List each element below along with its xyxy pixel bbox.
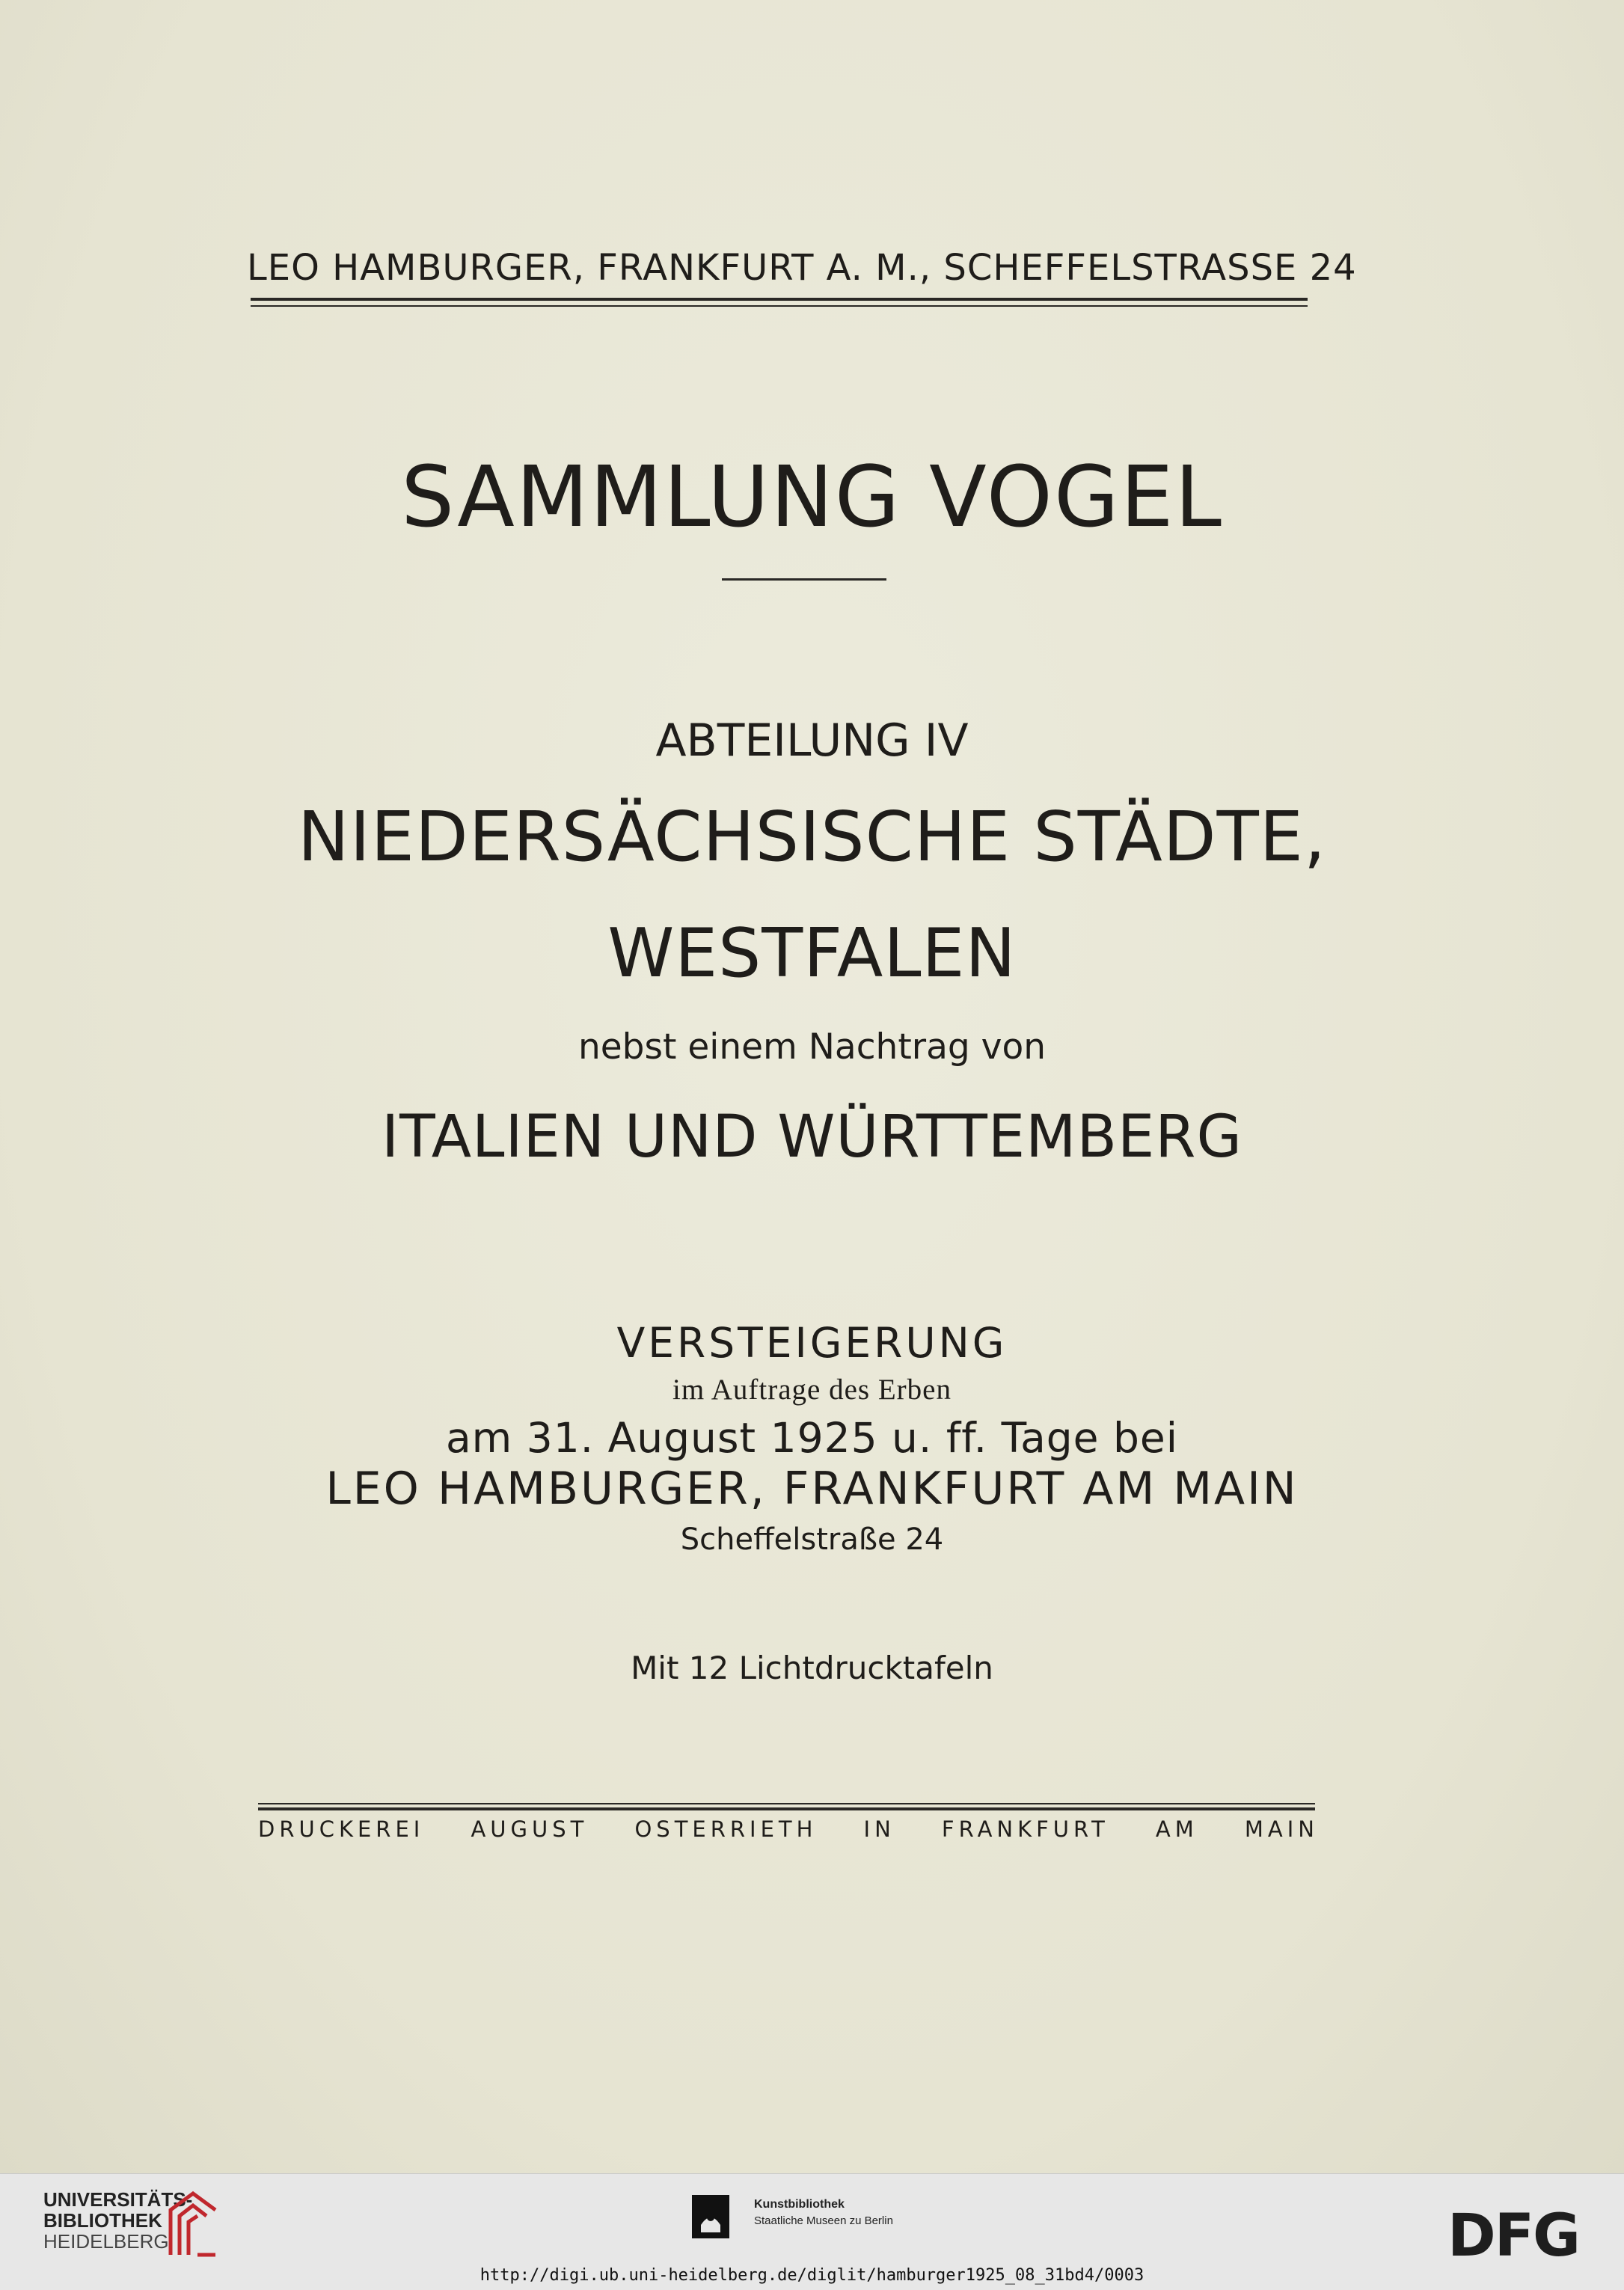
plates-note: Mit 12 Lichtdrucktafeln: [631, 1650, 993, 1686]
section-number: ABTEILUNG IV: [655, 714, 969, 767]
supplement-note: nebst einem Nachtrag von: [577, 1026, 1047, 1068]
region-heading-2: WESTFALEN: [607, 914, 1017, 993]
dfg-logo[interactable]: DFG: [1447, 2202, 1580, 2270]
auction-date: am 31. August 1925 u. ff. Tage bei: [445, 1414, 1179, 1462]
ub-label-line-1: UNIVERSITÄTS-: [43, 2188, 193, 2211]
header-rule-top: [251, 298, 1308, 301]
kb-label-line-2: Staatliche Museen zu Berlin: [754, 2214, 893, 2227]
kunstbibliothek-label[interactable]: [754, 2196, 893, 2229]
catalog-title: SAMMLUNG VOGEL: [401, 449, 1223, 546]
auction-house: LEO HAMBURGER, FRANKFURT AM MAIN: [325, 1463, 1299, 1515]
title-underline: [722, 578, 886, 581]
region-heading-3: ITALIEN UND WÜRTTEMBERG: [382, 1103, 1242, 1171]
ub-heidelberg-logo-icon[interactable]: [163, 2188, 223, 2262]
printer-imprint: DRUCKEREI AUGUST OSTERRIETH IN FRANKFURT AM MAIN: [258, 1816, 1319, 1842]
permalink-url[interactable]: http://digi.ub.uni-heidelberg.de/diglit/hamburger1925_08_31bd4/0003: [479, 2266, 1145, 2285]
commission-note: im Auftrage des Erben: [672, 1374, 952, 1406]
printer-rule-top: [258, 1803, 1315, 1804]
ub-label-line-2: BIBLIOTHEK: [43, 2209, 162, 2232]
kunstbibliothek-logo-icon[interactable]: [692, 2195, 729, 2238]
publisher-header: LEO HAMBURGER, FRANKFURT A. M., SCHEFFELSTRASSE 24: [247, 247, 1357, 289]
printer-rule-bottom: [258, 1807, 1315, 1810]
region-heading-1: NIEDERSÄCHSISCHE STÄDTE,: [297, 797, 1327, 877]
viewer-footer: [0, 2173, 1624, 2290]
ub-label-line-3: HEIDELBERG: [43, 2230, 169, 2253]
header-rule-bottom: [251, 305, 1308, 307]
kb-label-line-1: Kunstbibliothek: [754, 2198, 845, 2211]
auction-address: Scheffelstraße 24: [680, 1522, 944, 1557]
auction-heading: VERSTEIGERUNG: [616, 1319, 1008, 1367]
